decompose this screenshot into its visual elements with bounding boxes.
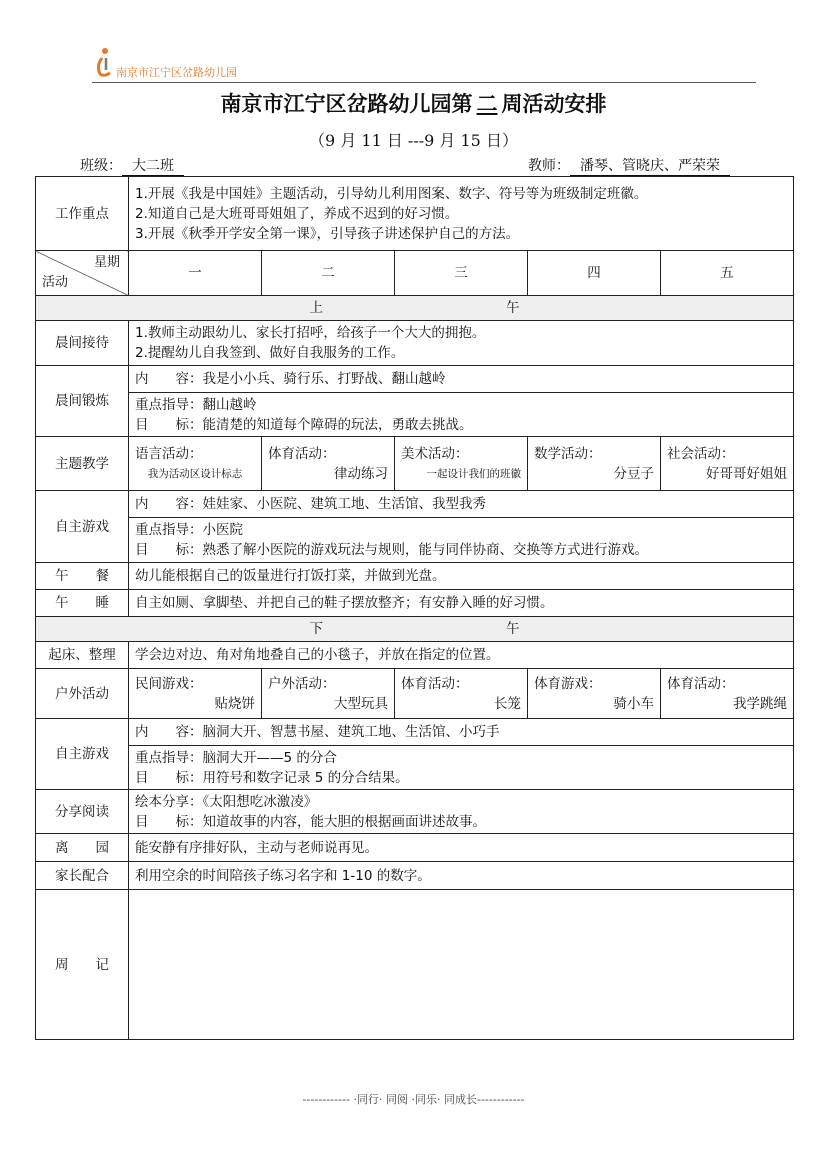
exercise-content: 内 容：我是小小兵、骑行乐、打野战、翻山越岭 [129,366,794,393]
work-focus-row [36,177,794,251]
outdoor-cell-tuesday: 户外活动： 大型玩具 [262,669,395,719]
week-header-corner: 星期 活动 [36,251,129,296]
teacher-info: 教师： 潘琴、管晓庆、严荣荣 [528,155,730,176]
exercise-guide-row [36,393,794,437]
afternoon-section-row [36,617,794,642]
work-focus-label: 工作重点 [36,177,129,251]
journal-label: 周 记 [36,890,129,1040]
logo-text: 南京市江宁区岔路幼儿园 [116,66,237,79]
week-number: 二 [476,91,498,116]
header-divider [92,82,756,83]
kindergarten-logo-icon [92,46,118,78]
reading-row [36,790,794,834]
pm-free-play-row [36,719,794,746]
exercise-row [36,366,794,393]
teaching-row [36,437,794,491]
reception-row [36,321,794,366]
date-range: （9 月 11 日 ---9 月 15 日） [309,131,518,150]
work-focus-content: 1.开展《我是中国娃》主题活动，引导幼儿利用图案、数字、符号等为班级制定班徽。 2.知道自己是大班哥哥姐姐了，养成不迟到的好习惯。 3.开展《秋季开学安全第一课》，引导孩子讲述保护自己的方法。 [129,177,794,251]
teaching-cell-friday: 社会活动： 好哥哥好姐姐 [661,437,794,491]
teaching-label: 主题教学 [36,437,129,491]
day-wednesday: 三 [395,251,528,296]
teaching-cell-tuesday: 体育活动： 律动练习 [262,437,395,491]
parents-row [36,862,794,890]
reception-label: 晨间接待 [36,321,129,366]
leave-content: 能安静有序排好队，主动与老师说再见。 [129,834,794,862]
pm-free-play-guide-row [36,746,794,790]
schedule-table [35,176,794,1040]
teacher-value: 潘琴、管晓庆、严荣荣 [570,157,730,176]
day-monday: 一 [129,251,262,296]
wakeup-content: 学会边对边、角对角地叠自己的小毯子，并放在指定的位置。 [129,642,794,669]
class-value: 大二班 [122,157,184,176]
reading-content: 绘本分享：《太阳想吃冰激凌》 目 标：知道故事的内容，能大胆的根据画面讲述故事。 [129,790,794,834]
teaching-cell-wednesday: 美术活动： 一起设计我们的班徽 [395,437,528,491]
page-title: 南京市江宁区岔路幼儿园第 二 周活动安排 [220,91,607,116]
outdoor-cell-wednesday: 体育活动： 长笼 [395,669,528,719]
reading-label: 分享阅读 [36,790,129,834]
pm-free-play-guide: 重点指导：脑洞大开——5 的分合 目 标：用符号和数字记录 5 的分合结果。 [129,746,794,790]
outdoor-cell-thursday: 体育游戏： 骑小车 [528,669,661,719]
lunch-row [36,563,794,590]
lunch-label: 午 餐 [36,563,129,590]
morning-section-header: 上 午 [36,296,794,321]
week-header-row [36,251,794,296]
free-play-label: 自主游戏 [36,491,129,563]
pm-free-play-content: 内 容：脑洞大开、智慧书屋、建筑工地、生活馆、小巧手 [129,719,794,746]
parents-label: 家长配合 [36,862,129,890]
lunch-content: 幼儿能根据自己的饭量进行打饭打菜，并做到光盘。 [129,563,794,590]
nap-label: 午 睡 [36,590,129,617]
outdoor-cell-monday: 民间游戏： 贴烧饼 [129,669,262,719]
journal-row [36,890,794,1040]
free-play-guide-row [36,518,794,563]
page-footer: ------------ ·同行· 同阅 ·同乐· 同成长------------ [302,1093,525,1106]
teaching-cell-thursday: 数学活动： 分豆子 [528,437,661,491]
wakeup-label: 起床、整理 [36,642,129,669]
day-friday: 五 [661,251,794,296]
free-play-row [36,491,794,518]
free-play-content: 内 容：娃娃家、小医院、建筑工地、生活馆、我型我秀 [129,491,794,518]
nap-content: 自主如厕、拿脚垫、并把自己的鞋子摆放整齐；有安静入睡的好习惯。 [129,590,794,617]
reception-content: 1.教师主动跟幼儿、家长打招呼，给孩子一个大大的拥抱。 2.提醒幼儿自我签到、做好自我服务的工作。 [129,321,794,366]
day-tuesday: 二 [262,251,395,296]
exercise-label: 晨间锻炼 [36,366,129,437]
exercise-guide: 重点指导：翻山越岭 目 标：能清楚的知道每个障碍的玩法，勇敢去挑战。 [129,393,794,437]
afternoon-section-header: 下 午 [36,617,794,642]
journal-content [129,890,794,1040]
leave-label: 离 园 [36,834,129,862]
leave-row [36,834,794,862]
wakeup-row [36,642,794,669]
outdoor-label: 户外活动 [36,669,129,719]
class-info: 班级： 大二班 [80,155,184,176]
teaching-cell-monday: 语言活动： 我为活动区设计标志 [129,437,262,491]
nap-row [36,590,794,617]
morning-section-row [36,296,794,321]
pm-free-play-label: 自主游戏 [36,719,129,790]
free-play-guide: 重点指导：小医院 目 标：熟悉了解小医院的游戏玩法与规则，能与同伴协商、交换等方式进行游戏。 [129,518,794,563]
outdoor-row [36,669,794,719]
day-thursday: 四 [528,251,661,296]
parents-content: 利用空余的时间陪孩子练习名字和 1-10 的数字。 [129,862,794,890]
outdoor-cell-friday: 体育活动： 我学跳绳 [661,669,794,719]
